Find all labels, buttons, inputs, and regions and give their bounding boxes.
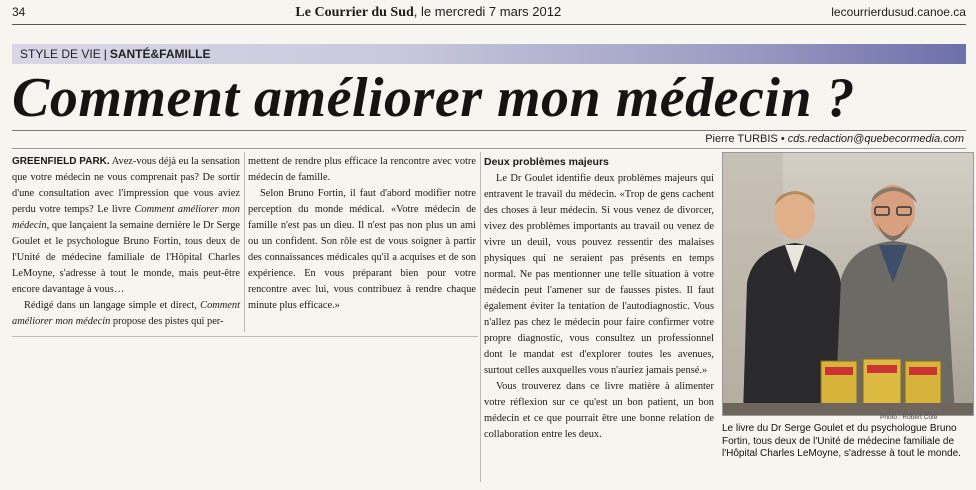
paragraph: Vous trouverez dans ce livre matière à alimenter votre réflexion sur ce qu'est un bon patient, un bon médecin et ce que pourrait être une bonne relation de collaboration entre les deux. xyxy=(484,381,714,440)
paragraph-text: propose des pistes qui per- xyxy=(110,316,224,327)
page-number: 34 xyxy=(12,5,26,19)
photo-illustration xyxy=(723,153,973,415)
paragraph: Selon Bruno Fortin, il faut d'abord modifier notre perception du monde médical. «Votre médecin de famille n'est pas un dieu. Il n'est pas non plus un ami ou un confident. Son rôle est de vous soigner à partir des connaissances médicales qu'il a acquises et de son expérience. En vous préparant bien pour votre rencontre avec lui, vous contribuez à rendre chaque minute plus efficace.» xyxy=(248,188,476,311)
paragraph xyxy=(12,154,240,298)
dateline: GREENFIELD PARK. xyxy=(12,156,110,167)
byline-separator: • xyxy=(780,133,785,145)
paragraph-text: Rédigé dans un langage simple et direct, xyxy=(24,300,201,311)
article-column-1 xyxy=(12,154,240,330)
author-name: Pierre TURBIS xyxy=(705,133,778,145)
publication-name: Le Courrier du Sud xyxy=(295,4,414,20)
author-email: cds.redaction@quebecormedia.com xyxy=(787,133,964,145)
article-column-3 xyxy=(484,154,714,443)
section-band xyxy=(12,44,966,64)
paragraph xyxy=(12,298,240,330)
photo-caption: Le livre du Dr Serge Goulet et du psychologue Bruno Fortin, tous deux de l'Unité de médecine familiale de l'Hôpital Charles LeMoyne, s'adresse à tout le monde. xyxy=(722,423,961,459)
article-headline: Comment améliorer mon médecin ? xyxy=(12,67,856,129)
article-column-2 xyxy=(248,154,476,314)
article-photo xyxy=(722,152,974,416)
book-title: Comment améliorer mon médecin xyxy=(12,204,240,231)
column-divider xyxy=(480,152,481,482)
section-separator: | xyxy=(103,47,107,61)
publication-line: Le Courrier du Sud, le mercredi 7 mars 2012 xyxy=(295,3,562,20)
paragraph: mettent de rendre plus efficace la rencontre avec votre médecin de famille. xyxy=(248,156,476,183)
paragraph-text: Avez-vous déjà eu la sensation que votre médecin ne vous comprenait pas? De sortir d'une consultation avec l'impression que vous aviez perdu votre temps? Le livre xyxy=(12,156,240,215)
section-name: STYLE DE VIE xyxy=(20,47,101,61)
paragraph: Le Dr Goulet identifie deux problèmes majeurs qui entravent le travail du médecin. «Trop de gens cachent des choses à leur médecin. Si vous venez de divorcer, vivez des problèmes importants au travail ou venez de vivre un deuil, vous pouvez ressentir des malaises physiques qui ne seraient pas présents en temps normal. Ne pas mentionner une telle situation à votre médecin peut l'amener sur de fausses pistes. Il faut également éviter la tentation de l'autodiagnostic. Vous n'allez pas chez le médecin pour faire confirmer votre propre diagnostic, vous consultez un professionnel dont le mandat est d'explorer toutes les avenues, surtout celles auxquelles vous n'auriez jamais pensé.» xyxy=(484,173,714,376)
paragraph-text: , que lançaient la semaine dernière le Dr Serge Goulet et le psychologue Bruno Fortin, tous deux de l'Unité de médecine familiale de l'Hôpital Charles LeMoyne, s'adresse à tout le monde, mais peut-être encore davantage à vous… xyxy=(12,220,241,295)
byline-rule xyxy=(12,148,966,149)
subsection-name: SANTÉ&FAMILLE xyxy=(109,47,211,61)
subheading: Deux problèmes majeurs xyxy=(484,156,609,168)
book-title: Comment améliorer mon médecin xyxy=(12,300,240,327)
headline-rule xyxy=(12,130,966,131)
website-url: lecourrierdusud.canoe.ca xyxy=(831,5,966,19)
column-bottom-rule xyxy=(12,336,478,337)
page-header xyxy=(12,2,966,22)
photo-credit: Photo : Robert Côté xyxy=(880,414,938,421)
header-rule xyxy=(12,24,966,25)
publication-date: le mercredi 7 mars 2012 xyxy=(421,3,562,19)
column-divider xyxy=(244,152,245,332)
byline xyxy=(705,133,964,145)
